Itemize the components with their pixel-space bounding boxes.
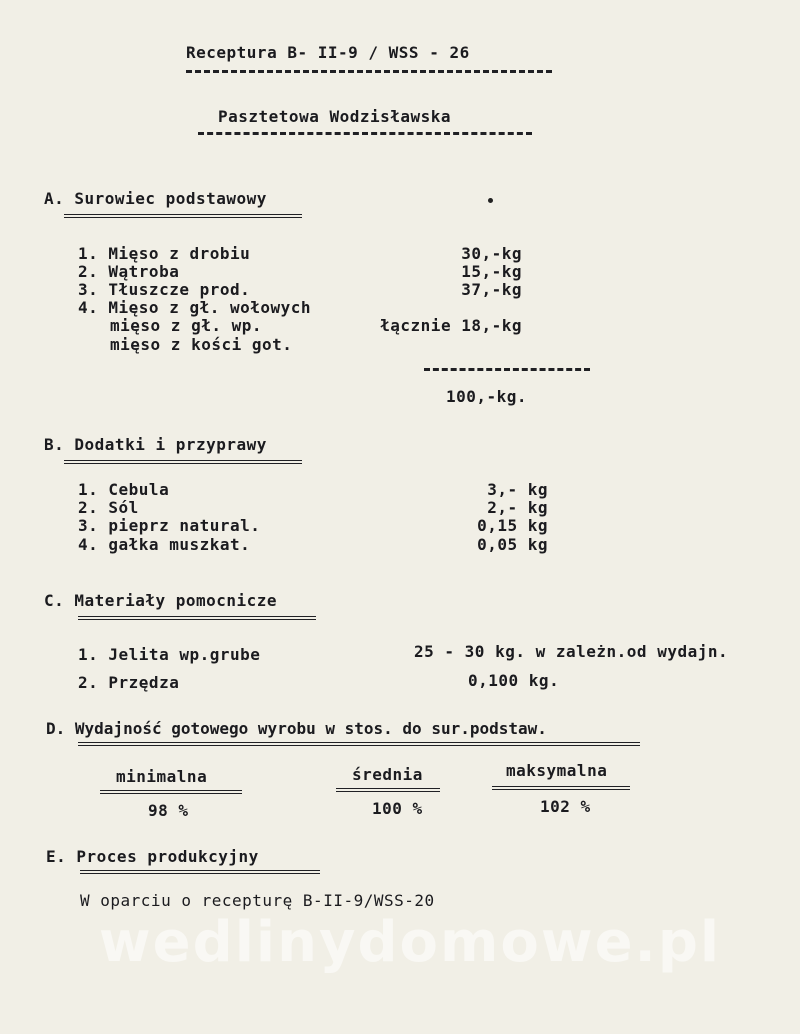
process-text: W oparciu o recepturę B-II-9/WSS-20: [80, 891, 435, 910]
column-underline: [336, 788, 440, 792]
list-item-value: 30,-kg: [461, 244, 522, 263]
list-item-value: 37,-kg: [461, 280, 522, 299]
list-item: 4. Mięso z gł. wołowych: [78, 298, 312, 317]
ink-dot: [488, 198, 493, 203]
list-item: 2. Wątroba: [78, 262, 180, 281]
column-value-avg: 100 %: [372, 799, 423, 818]
list-item-value: 0,05 kg: [477, 535, 548, 554]
list-item: 3. pieprz natural.: [78, 516, 261, 535]
list-item-value: 0,15 kg: [477, 516, 548, 535]
list-item: mięso z kości got.: [110, 335, 293, 354]
section-d-underline: [78, 742, 640, 746]
list-item: 2. Sól: [78, 498, 139, 517]
column-header-min: minimalna: [116, 767, 208, 786]
recipe-title-underline: [198, 132, 532, 135]
list-item-value: 2,- kg: [487, 498, 548, 517]
watermark: wedlinydomowe.pl: [98, 910, 722, 975]
recipe-code-underline: [186, 70, 552, 73]
list-item-value: 0,100 kg.: [468, 671, 560, 690]
list-item: 1. Mięso z drobiu: [78, 244, 251, 263]
list-item: 1. Cebula: [78, 480, 170, 499]
list-item: mięso z gł. wp.: [110, 316, 262, 335]
section-a-heading: A. Surowiec podstawowy: [44, 189, 267, 208]
section-e-heading: E. Proces produkcyjny: [46, 847, 259, 866]
section-d-heading: D. Wydajność gotowego wyrobu w stos. do sur.podstaw.: [46, 719, 547, 738]
recipe-title: Pasztetowa Wodzisławska: [218, 107, 452, 126]
section-a-underline: [64, 214, 302, 218]
sum-line: [424, 368, 590, 371]
section-c-underline: [78, 616, 316, 620]
list-item-value: 25 - 30 kg. w zależn.od wydajn.: [414, 642, 729, 661]
column-underline: [100, 790, 242, 794]
section-c-heading: C. Materiały pomocnicze: [44, 591, 278, 610]
list-item: 1. Jelita wp.grube: [78, 645, 261, 664]
list-item: 3. Tłuszcze prod.: [78, 280, 251, 299]
section-b-heading: B. Dodatki i przyprawy: [44, 435, 267, 454]
column-header-max: maksymalna: [506, 761, 608, 780]
column-header-avg: średnia: [352, 765, 423, 784]
section-a-total: 100,-kg.: [446, 387, 528, 406]
section-e-underline: [80, 870, 320, 874]
list-item: 2. Przędza: [78, 673, 180, 692]
list-item-value: 15,-kg: [461, 262, 522, 281]
column-value-max: 102 %: [540, 797, 591, 816]
list-item-value: 3,- kg: [487, 480, 548, 499]
column-value-min: 98 %: [148, 801, 189, 820]
column-underline: [492, 786, 630, 790]
section-b-underline: [64, 460, 302, 464]
list-item-value: łącznie 18,-kg: [380, 316, 522, 335]
list-item: 4. gałka muszkat.: [78, 535, 251, 554]
recipe-code: Receptura B- II-9 / WSS - 26: [186, 43, 470, 62]
